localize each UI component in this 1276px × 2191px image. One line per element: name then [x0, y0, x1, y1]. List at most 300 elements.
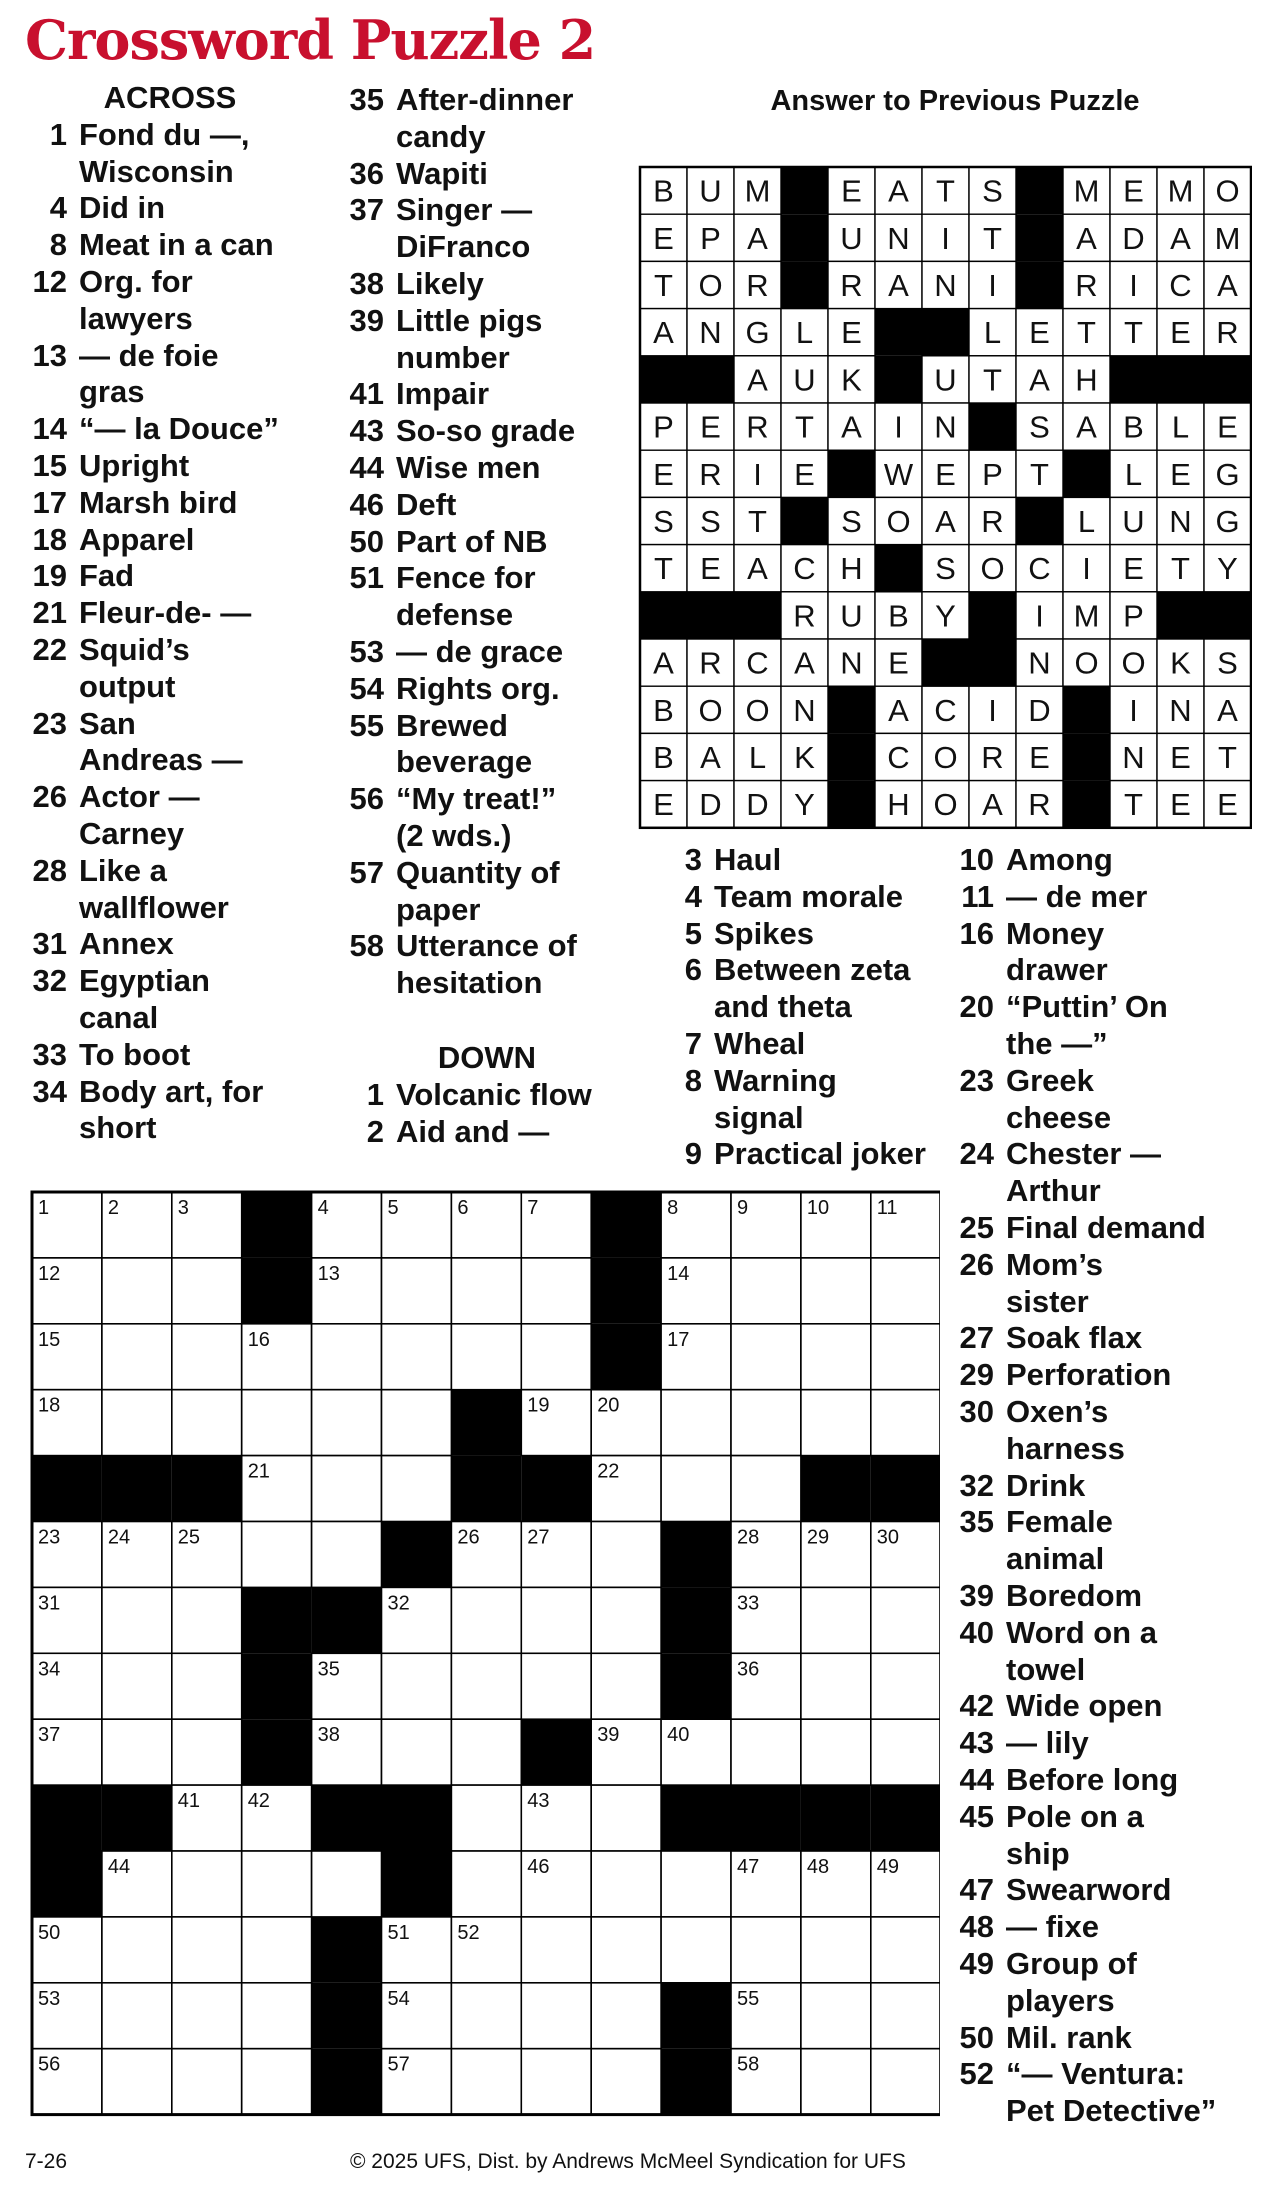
puzzle-cell[interactable] [102, 1719, 172, 1785]
puzzle-cell[interactable] [871, 2049, 940, 2115]
puzzle-cell[interactable] [451, 1587, 521, 1653]
clue-line [25, 595, 315, 632]
puzzle-cell[interactable] [242, 1983, 312, 2049]
clue-text: Word on a [1006, 1614, 1157, 1650]
answer-letter: A [653, 645, 674, 681]
puzzle-cell[interactable] [382, 1324, 452, 1390]
puzzle-cell[interactable] [731, 1456, 801, 1522]
puzzle-cell[interactable] [521, 1983, 591, 2049]
clue-line [952, 1909, 1272, 1946]
clue-line [342, 487, 612, 524]
clue-text: Likely [396, 265, 484, 301]
cell-number: 37 [38, 1724, 61, 1747]
puzzle-cell[interactable] [871, 1719, 940, 1785]
answer-letter: L [983, 315, 1002, 351]
puzzle-cell[interactable] [871, 1324, 940, 1390]
answer-black-cell [969, 592, 1016, 639]
puzzle-grid[interactable] [30, 1190, 940, 2120]
answer-letter: E [1029, 740, 1050, 775]
clue-line [952, 952, 1272, 989]
answer-letter: A [888, 692, 909, 728]
answer-letter: Y [1217, 551, 1238, 587]
puzzle-cell[interactable] [451, 1785, 521, 1851]
cell-number: 26 [457, 1526, 480, 1549]
puzzle-cell[interactable] [102, 1983, 172, 2049]
answer-letter: A [653, 315, 674, 351]
clue-line [342, 634, 612, 671]
answer-letter: N [1028, 645, 1051, 681]
clue-number [342, 340, 384, 377]
answer-letter: T [748, 504, 767, 539]
puzzle-cell[interactable] [172, 1324, 242, 1390]
cell-number: 28 [737, 1526, 760, 1549]
clue-line [25, 706, 315, 743]
clue-line [952, 2093, 1272, 2130]
cell-number: 24 [107, 1526, 131, 1549]
clue-text: Marsh bird [79, 484, 238, 520]
puzzle-cell[interactable] [521, 1258, 591, 1324]
answer-letter: C [1169, 268, 1192, 303]
answer-letter: O [933, 740, 958, 775]
puzzle-cell[interactable] [591, 1653, 661, 1719]
clue-text: Impair [396, 376, 490, 412]
puzzle-cell[interactable] [801, 1324, 871, 1390]
answer-letter: I [941, 220, 950, 256]
answer-letter: C [793, 551, 816, 587]
answer-letter: N [1169, 504, 1192, 539]
clue-line [342, 340, 612, 377]
puzzle-cell[interactable] [382, 1258, 452, 1324]
puzzle-cell[interactable] [102, 1587, 172, 1653]
puzzle-cell[interactable] [242, 1390, 312, 1456]
answer-letter: R [1028, 787, 1051, 823]
puzzle-black-cell [451, 1456, 521, 1522]
cell-number: 35 [317, 1658, 340, 1681]
puzzle-cell[interactable] [731, 1258, 801, 1324]
clue-number [25, 890, 67, 927]
clue-text: Final demand [1006, 1209, 1206, 1245]
puzzle-cell[interactable] [451, 1258, 521, 1324]
puzzle-black-cell [312, 1917, 382, 1983]
answer-letter: I [988, 692, 997, 728]
puzzle-black-cell [591, 1258, 661, 1324]
puzzle-cell[interactable] [242, 2049, 312, 2115]
puzzle-cell[interactable] [451, 1719, 521, 1785]
puzzle-cell[interactable] [731, 1719, 801, 1785]
puzzle-black-cell [312, 1983, 382, 2049]
clue-text: Fad [79, 558, 135, 594]
answer-letter: O [1121, 645, 1146, 681]
clue-number: 35 [349, 82, 384, 117]
puzzle-cell[interactable] [382, 1719, 452, 1785]
puzzle-cell[interactable] [102, 1258, 172, 1324]
clue-number: 26 [32, 779, 67, 815]
cell-number: 14 [667, 1262, 690, 1285]
clue-line [342, 303, 612, 340]
cell-number: 48 [806, 1856, 830, 1878]
clue-text: Oxen’s [1006, 1393, 1109, 1429]
clue-line [952, 1946, 1272, 1983]
puzzle-cell[interactable] [801, 1258, 871, 1324]
clue-line [25, 1000, 315, 1037]
clue-number: 14 [32, 411, 67, 447]
clue-text: gras [79, 374, 145, 410]
answer-letter: W [883, 456, 914, 492]
puzzle-cell[interactable] [591, 1785, 661, 1851]
puzzle-cell[interactable] [661, 1851, 731, 1917]
puzzle-cell[interactable] [591, 1587, 661, 1653]
clue-number [952, 1284, 994, 1321]
puzzle-cell[interactable] [521, 1917, 591, 1983]
clue-number [342, 744, 384, 781]
answer-black-cell [1016, 167, 1063, 214]
clue-text: ship [1006, 1835, 1070, 1871]
puzzle-black-cell [382, 1785, 452, 1851]
answer-letter: B [653, 173, 674, 209]
answer-letter: I [1129, 692, 1138, 728]
puzzle-black-cell [242, 1587, 312, 1653]
answer-letter: B [653, 740, 674, 775]
clue-text: beverage [396, 744, 533, 780]
answer-letter: S [1217, 645, 1238, 681]
cell-number: 13 [317, 1262, 340, 1285]
answer-black-cell [875, 309, 922, 356]
clue-number: 58 [349, 928, 384, 964]
clue-number: 12 [32, 263, 67, 299]
cell-number: 31 [38, 1592, 61, 1615]
clue-line [25, 264, 315, 301]
puzzle-black-cell [661, 2049, 731, 2115]
clue-text: Before long [1006, 1761, 1179, 1797]
answer-letter: D [746, 787, 769, 823]
puzzle-cell[interactable] [591, 2049, 661, 2115]
answer-black-cell [1110, 356, 1157, 403]
answer-black-cell [640, 592, 687, 639]
clue-text: Utterance of [396, 928, 577, 964]
puzzle-cell[interactable] [382, 1653, 452, 1719]
clue-text: Soak flax [1006, 1320, 1143, 1356]
clue-text: players [1006, 1982, 1115, 2018]
puzzle-cell[interactable] [172, 1653, 242, 1719]
puzzle-cell[interactable] [451, 1653, 521, 1719]
clue-text: Greek [1006, 1062, 1094, 1098]
puzzle-cell[interactable] [521, 1653, 591, 1719]
puzzle-cell[interactable] [451, 2049, 521, 2115]
puzzle-cell[interactable] [172, 2049, 242, 2115]
puzzle-cell[interactable] [172, 1719, 242, 1785]
clue-line [952, 1652, 1272, 1689]
clue-line [342, 892, 612, 929]
answer-title: Answer to Previous Puzzle [770, 85, 1140, 117]
puzzle-cell[interactable] [871, 1390, 940, 1456]
clue-line [342, 413, 612, 450]
puzzle-cell[interactable] [172, 1983, 242, 2049]
clue-line [952, 1468, 1272, 1505]
answer-letter: G [1215, 504, 1240, 539]
clue-text: — de mer [1006, 878, 1148, 914]
cell-number: 57 [387, 2053, 410, 2076]
clue-line [952, 1173, 1272, 1210]
clue-text: Egyptian [79, 963, 210, 999]
answer-letter: E [1123, 551, 1144, 587]
clue-line [25, 485, 315, 522]
puzzle-cell[interactable] [451, 1324, 521, 1390]
puzzle-cell[interactable] [801, 1390, 871, 1456]
clue-line [342, 376, 612, 413]
clue-line [25, 632, 315, 669]
clue-line [25, 1110, 315, 1147]
clue-number: 30 [959, 1393, 994, 1429]
puzzle-cell[interactable] [801, 1653, 871, 1719]
puzzle-cell[interactable] [731, 1324, 801, 1390]
clue-number: 53 [349, 633, 384, 669]
answer-letter: E [653, 456, 674, 492]
clue-number [952, 1983, 994, 2020]
clue-number: 7 [684, 1025, 702, 1061]
answer-letter: C [1028, 551, 1051, 587]
answer-letter: O [745, 692, 770, 728]
answer-letter: L [748, 740, 767, 775]
answer-letter: U [699, 173, 722, 209]
clue-text: sister [1006, 1283, 1089, 1319]
puzzle-black-cell [591, 1192, 661, 1258]
answer-black-cell [1204, 592, 1251, 639]
puzzle-cell[interactable] [731, 1917, 801, 1983]
clue-number: 36 [349, 155, 384, 191]
clue-number [342, 229, 384, 266]
clue-line [952, 1357, 1272, 1394]
clue-number: 3 [684, 842, 702, 877]
cell-number: 46 [527, 1856, 550, 1878]
cell-number: 12 [38, 1262, 61, 1285]
puzzle-cell[interactable] [731, 1390, 801, 1456]
cell-number: 1 [38, 1197, 50, 1219]
clue-line [952, 1100, 1272, 1137]
puzzle-cell[interactable] [242, 1917, 312, 1983]
cell-number: 56 [38, 2053, 61, 2076]
clue-line [952, 1541, 1272, 1578]
answer-letter: R [981, 504, 1004, 539]
clue-line [25, 669, 315, 706]
cell-number: 42 [247, 1790, 270, 1813]
clue-line [342, 192, 612, 229]
clue-number: 25 [959, 1209, 994, 1245]
clue-text: lawyers [79, 300, 193, 336]
across-clues-column-2 [342, 82, 612, 1002]
clue-line [25, 926, 315, 963]
puzzle-cell[interactable] [661, 1456, 731, 1522]
answer-letter: E [653, 787, 674, 823]
clue-text: Like a [79, 852, 167, 888]
answer-letter: T [1124, 315, 1143, 351]
answer-letter: K [1170, 645, 1191, 681]
puzzle-cell[interactable] [801, 1917, 871, 1983]
puzzle-cell[interactable] [871, 1917, 940, 1983]
puzzle-cell[interactable] [521, 2049, 591, 2115]
down-clues-column-2 [660, 842, 960, 1173]
clue-number: 32 [32, 963, 67, 999]
answer-letter: I [894, 409, 903, 445]
cell-number: 15 [38, 1328, 61, 1351]
clue-number: 5 [684, 915, 702, 951]
clue-line [25, 338, 315, 375]
answer-letter: K [794, 740, 815, 775]
puzzle-cell[interactable] [242, 1522, 312, 1588]
puzzle-black-cell [382, 1522, 452, 1588]
clue-line [25, 522, 315, 559]
answer-black-cell [1063, 733, 1110, 780]
down-clues-column-1 [342, 1040, 632, 1150]
puzzle-cell[interactable] [591, 1983, 661, 2049]
answer-letter: E [1170, 456, 1191, 492]
puzzle-cell[interactable] [312, 1324, 382, 1390]
clue-number: 15 [32, 447, 67, 483]
puzzle-cell[interactable] [591, 1522, 661, 1588]
puzzle-black-cell [32, 1851, 102, 1917]
clue-number [952, 1541, 994, 1578]
clue-number: 23 [959, 1062, 994, 1098]
puzzle-black-cell [172, 1456, 242, 1522]
clue-line [25, 853, 315, 890]
puzzle-black-cell [591, 1324, 661, 1390]
puzzle-cell[interactable] [521, 1587, 591, 1653]
puzzle-cell[interactable] [451, 1983, 521, 2049]
answer-letter: S [1029, 409, 1050, 445]
clue-line [952, 1872, 1272, 1909]
clue-line [342, 229, 612, 266]
puzzle-cell[interactable] [102, 1324, 172, 1390]
clue-number [25, 669, 67, 706]
clue-number [25, 154, 67, 191]
answer-letter: A [1217, 692, 1238, 728]
clue-number [25, 374, 67, 411]
clue-text: Carney [79, 815, 185, 851]
answer-letter: O [1215, 173, 1240, 209]
answer-letter: R [699, 645, 722, 681]
puzzle-black-cell [32, 1785, 102, 1851]
answer-letter: N [699, 315, 722, 351]
puzzle-black-cell [871, 1785, 940, 1851]
answer-letter: E [841, 315, 862, 351]
clue-number: 4 [49, 190, 67, 226]
answer-letter: E [1029, 315, 1050, 351]
answer-letter: L [1171, 409, 1190, 445]
clue-number [660, 1100, 702, 1137]
answer-letter: A [1029, 362, 1050, 398]
clue-text: To boot [79, 1036, 191, 1072]
clue-text: Org. for [79, 263, 193, 299]
clue-number: 50 [959, 2019, 994, 2055]
clue-line [952, 1983, 1272, 2020]
clue-line [25, 411, 315, 448]
cell-number: 43 [527, 1790, 550, 1813]
answer-letter: E [841, 173, 862, 209]
puzzle-cell[interactable] [312, 1390, 382, 1456]
puzzle-cell[interactable] [871, 1653, 940, 1719]
puzzle-cell[interactable] [102, 1390, 172, 1456]
puzzle-cell[interactable] [871, 1258, 940, 1324]
answer-letter: A [700, 740, 721, 775]
puzzle-cell[interactable] [521, 1324, 591, 1390]
cell-number: 5 [387, 1197, 399, 1219]
puzzle-cell[interactable] [172, 1258, 242, 1324]
cell-number: 58 [737, 2053, 760, 2076]
puzzle-cell[interactable] [312, 1851, 382, 1917]
answer-letter: A [1076, 409, 1097, 445]
clue-text: Meat in a can [79, 227, 274, 263]
puzzle-cell[interactable] [312, 1522, 382, 1588]
clue-line [952, 1431, 1272, 1468]
puzzle-cell[interactable] [451, 1851, 521, 1917]
puzzle-cell[interactable] [242, 1851, 312, 1917]
clue-line [952, 1578, 1272, 1615]
puzzle-cell[interactable] [312, 1456, 382, 1522]
answer-letter: E [1170, 787, 1191, 823]
puzzle-cell[interactable] [801, 1719, 871, 1785]
clue-number: 35 [959, 1504, 994, 1540]
puzzle-cell[interactable] [871, 1587, 940, 1653]
puzzle-cell[interactable] [801, 1983, 871, 2049]
puzzle-cell[interactable] [591, 1851, 661, 1917]
answer-black-cell [781, 261, 828, 308]
clue-number: 1 [49, 116, 67, 152]
answer-black-cell [828, 450, 875, 497]
answer-letter: E [794, 456, 815, 492]
answer-letter: S [653, 504, 674, 539]
puzzle-cell[interactable] [102, 1917, 172, 1983]
puzzle-cell[interactable] [382, 1390, 452, 1456]
puzzle-cell[interactable] [382, 1456, 452, 1522]
clue-text: Spikes [714, 915, 814, 951]
puzzle-cell[interactable] [591, 1917, 661, 1983]
puzzle-cell[interactable] [661, 1917, 731, 1983]
clue-number: 1 [366, 1076, 384, 1112]
puzzle-black-cell [661, 1587, 731, 1653]
puzzle-cell[interactable] [172, 1390, 242, 1456]
puzzle-black-cell [521, 1456, 591, 1522]
clue-number: 21 [32, 595, 67, 631]
clue-line [342, 266, 612, 303]
clue-text: Deft [396, 486, 457, 522]
clue-text: Andreas — [79, 742, 243, 778]
clue-line [342, 119, 612, 156]
puzzle-cell[interactable] [661, 1390, 731, 1456]
puzzle-cell[interactable] [172, 1851, 242, 1917]
puzzle-black-cell [242, 1653, 312, 1719]
answer-letter: D [1028, 692, 1051, 728]
clue-text: animal [1006, 1541, 1105, 1577]
answer-letter: R [746, 268, 769, 303]
clue-line [25, 779, 315, 816]
clue-text: Team morale [714, 878, 903, 914]
clue-text: Quantity of [396, 854, 560, 890]
answer-letter: N [887, 220, 910, 256]
answer-black-cell [781, 214, 828, 261]
answer-letter: I [1082, 551, 1091, 587]
puzzle-cell[interactable] [102, 1653, 172, 1719]
puzzle-cell[interactable] [801, 2049, 871, 2115]
puzzle-cell[interactable] [172, 1917, 242, 1983]
clue-text: signal [714, 1099, 804, 1135]
answer-black-cell [640, 356, 687, 403]
puzzle-cell[interactable] [172, 1587, 242, 1653]
clue-line [660, 1136, 960, 1173]
puzzle-cell[interactable] [871, 1983, 940, 2049]
clue-line [952, 2020, 1272, 2057]
puzzle-cell[interactable] [102, 2049, 172, 2115]
clue-number: 9 [684, 1136, 702, 1172]
puzzle-cell[interactable] [801, 1587, 871, 1653]
